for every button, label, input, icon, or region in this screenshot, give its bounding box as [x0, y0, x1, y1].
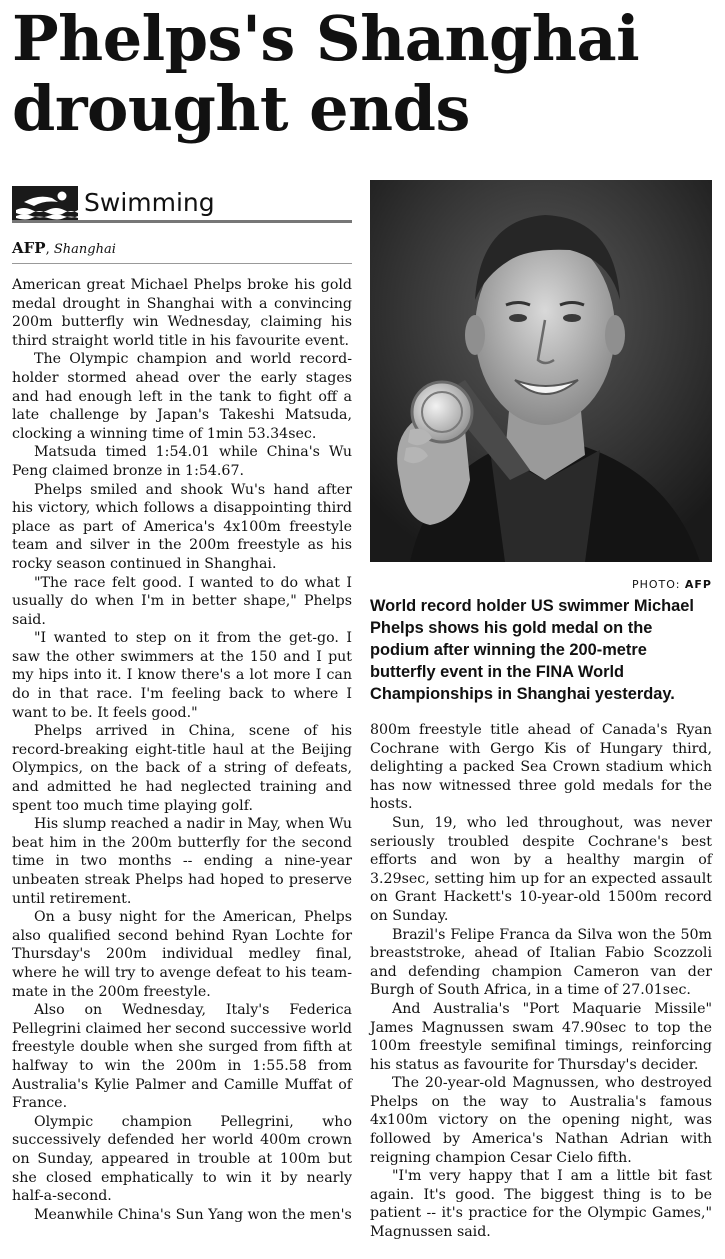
photo-credit-label: PHOTO:	[631, 578, 685, 591]
headline-line-2: drought ends	[12, 72, 470, 145]
paragraph: The Olympic champion and world record-holder stormed ahead over the early stages and had enough left in the tank to fight off a late challenge by Japan's Takeshi Matsuda, clocking a winning time of 1min 53.34sec.	[12, 351, 352, 442]
headline-line-1: Phelps's Shanghai	[12, 2, 640, 75]
right-column	[370, 180, 712, 1242]
photo-caption: World record holder US swimmer Michael Phelps shows his gold medal on the podium after winning the 200-metre butterfly event in the FINA World Championships in Shanghai yesterday.	[370, 597, 694, 703]
byline	[12, 239, 352, 264]
paragraph: American great Michael Phelps broke his gold medal drought in Shanghai with a convincing 200m butterfly win Wednesday, claiming his third straight world title in his favourite event.	[12, 277, 352, 349]
article-body-left	[12, 276, 352, 1224]
byline-separator: ,	[45, 242, 54, 257]
photo-phelps-medal	[370, 180, 712, 562]
paragraph: Phelps smiled and shook Wu's hand after his victory, which follows a disappointing third place as part of America's 4x100m freestyle team and silver in the 200m freestyle as his rocky season continued in Shanghai.	[12, 481, 352, 572]
paragraph: Meanwhile China's Sun Yang won the men's	[34, 1206, 352, 1223]
byline-place: Shanghai	[53, 242, 116, 257]
article-body-right	[370, 721, 712, 1242]
paragraph: Brazil's Felipe Franca da Silva won the 50m breaststroke, ahead of Italian Fabio Scozzoli and defending champion Cameron van der Burgh of South Africa, in a time of 27.01sec.	[370, 926, 712, 999]
paragraph: And Australia's "Port Maquarie Missile" James Magnussen swam 47.90sec to top the 100m freestyle semifinal timings, reinforcing his status as favourite for Thursday's decider.	[370, 1000, 712, 1073]
byline-agency: AFP	[12, 239, 46, 257]
section-header	[12, 180, 352, 223]
paragraph: Phelps arrived in China, scene of his record-breaking eight-title haul at the Beijing Olympics, on the back of a string of defeats, and admitted he had neglected training and spent too much time playing golf.	[12, 723, 352, 814]
paragraph: "The race felt good. I wanted to do what I usually do when I'm in better shape," Phelps said.	[12, 574, 352, 628]
paragraph: The 20-year-old Magnussen, who destroyed Phelps on the way to Australia's famous 4x100m victory on the opening night, was followed by America's Nathan Adrian with reigning champion Cesar Cielo fifth.	[370, 1075, 712, 1166]
headline	[12, 4, 712, 144]
photo-credit-agency: AFP	[684, 578, 712, 591]
paragraph: Matsuda timed 1:54.01 while China's Wu Peng claimed bronze in 1:54.67.	[12, 444, 352, 479]
paragraph: "I wanted to step on it from the get-go. I saw the other swimmers at the 150 and I put my hips into it. I know there's a lot more I can do in that race. I'm feeling back to where I want to be. It feels good."	[12, 630, 352, 721]
paragraph: His slump reached a nadir in May, when Wu beat him in the 200m butterfly for the second time in two months -- ending a nine-year unbeaten streak Phelps had hoped to preserve until retirement.	[12, 816, 352, 907]
paragraph: On a busy night for the American, Phelps also qualified second behind Ryan Lochte for Thursday's 200m individual medley final, where he will try to avenge defeat to his team-mate in the 200m freestyle.	[12, 909, 352, 1000]
paragraph: Sun, 19, who led throughout, was never seriously troubled despite Cochrane's best efforts and won by a healthy margin of 3.29sec, setting him up for an expected assault on Grant Hackett's 10-year-old 1500m record on Sunday.	[370, 814, 712, 924]
paragraph: 800m freestyle title ahead of Canada's Ryan Cochrane with Gergo Kis of Hungary third, delighting a packed Sea Crown stadium which has now witnessed three gold medals for the hosts.	[370, 722, 712, 813]
section-label: Swimming	[84, 188, 215, 217]
paragraph: Also on Wednesday, Italy's Federica Pellegrini claimed her second successive world freestyle double when she surged from fifth at halfway to win the 200m in 1:55.58 from Australia's Kylie Palmer and Camille Muffat of France.	[12, 1002, 352, 1112]
left-column	[12, 180, 352, 1224]
paragraph: Olympic champion Pellegrini, who successively defended her world 400m crown on Sunday, appeared in trouble at 100m but she closed emphatically to win it by nearly half-a-second.	[12, 1113, 352, 1205]
photo-credit	[370, 578, 712, 591]
paragraph: "I'm very happy that I am a little bit fast again. It's good. The biggest thing is to be patient -- it's practice for the Olympic Games," Magnussen said.	[370, 1168, 712, 1241]
swimmer-icon	[12, 186, 78, 220]
